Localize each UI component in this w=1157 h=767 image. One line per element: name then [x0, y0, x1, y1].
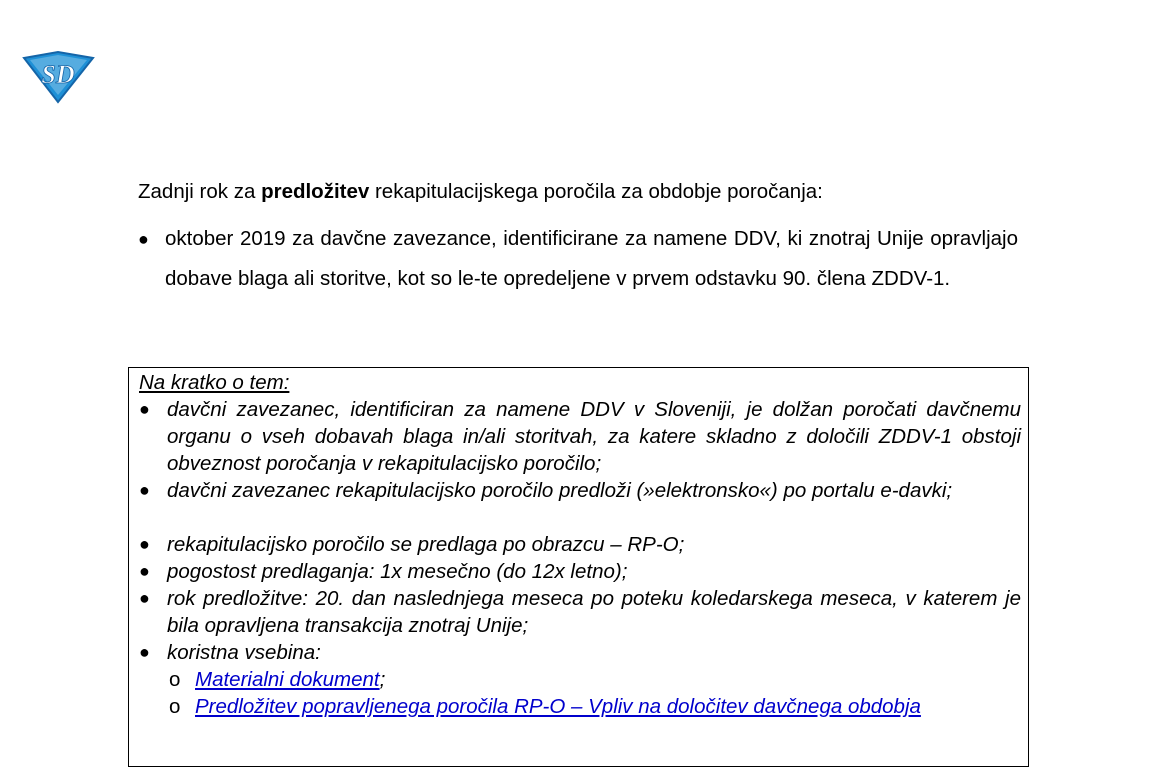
- intro-list-item-text: oktober 2019 za davčne zavezance, identificirane za namene DDV, ki znotraj Unije opravljajo dobave blaga ali storitve, kot so le-te opredeljene v prvem odstavku 90. člena ZDDV-1.: [165, 227, 1018, 290]
- bullet-icon: ●: [138, 229, 149, 249]
- summary-item: [139, 558, 1021, 585]
- material-document-link[interactable]: Materialni dokument: [195, 668, 380, 691]
- intro-bold: predložitev: [261, 180, 370, 203]
- summary-list: [139, 396, 1021, 720]
- bullet-icon: ●: [139, 588, 150, 608]
- summary-item: [139, 639, 1021, 666]
- logo-text: SD: [41, 60, 75, 89]
- bullet-icon: ●: [139, 534, 150, 554]
- summary-box: [128, 367, 1029, 767]
- summary-item: [139, 396, 1021, 477]
- intro-list: [138, 219, 1018, 299]
- hollow-circle-bullet-icon: o: [169, 695, 181, 718]
- bullet-icon: ●: [139, 399, 150, 419]
- logo: [22, 50, 95, 104]
- summary-item-text: davčni zavezanec, identificiran za namene DDV v Sloveniji, je dolžan poročati davčnemu organu o vseh dobavah blaga in/ali storitvah, za katere skladno z določili ZDDV-1 obstoji obveznost poročanja v rekapitulacijsko poročilo;: [167, 398, 1021, 475]
- hollow-circle-bullet-icon: o: [169, 668, 181, 691]
- summary-box-title: Na kratko o tem:: [139, 371, 290, 394]
- link-suffix: ;: [379, 668, 386, 691]
- spacer: [139, 504, 1021, 531]
- summary-item-text: rok predložitve: 20. dan naslednjega meseca po poteku koledarskega meseca, v katerem je bila opravljena transakcija znotraj Unije;: [167, 587, 1021, 637]
- bullet-icon: ●: [139, 480, 150, 500]
- intro-pre: Zadnji rok za: [138, 180, 262, 203]
- intro-list-item: [138, 219, 1018, 299]
- sub-list-item: [139, 693, 1021, 720]
- intro-paragraph: [138, 177, 1018, 206]
- summary-item-text: rekapitulacijsko poročilo se predlaga po obrazcu – RP-O;: [167, 533, 685, 556]
- summary-item-text: davčni zavezanec rekapitulacijsko poročilo predloži (»elektronsko«) po portalu e-davki;: [167, 479, 953, 502]
- sub-list-item: [139, 666, 1021, 693]
- summary-item: [139, 531, 1021, 558]
- summary-item: [139, 585, 1021, 639]
- summary-item-text: pogostost predlaganja: 1x mesečno (do 12x letno);: [167, 560, 628, 583]
- summary-item: [139, 477, 1021, 504]
- summary-item-text: koristna vsebina:: [167, 641, 321, 664]
- corrected-report-link[interactable]: Predložitev popravljenega poročila RP-O – Vpliv na določitev davčnega obdobja: [195, 695, 921, 718]
- intro-post: rekapitulacijskega poročila za obdobje poročanja:: [369, 180, 823, 203]
- bullet-icon: ●: [139, 561, 150, 581]
- bullet-icon: ●: [139, 642, 150, 662]
